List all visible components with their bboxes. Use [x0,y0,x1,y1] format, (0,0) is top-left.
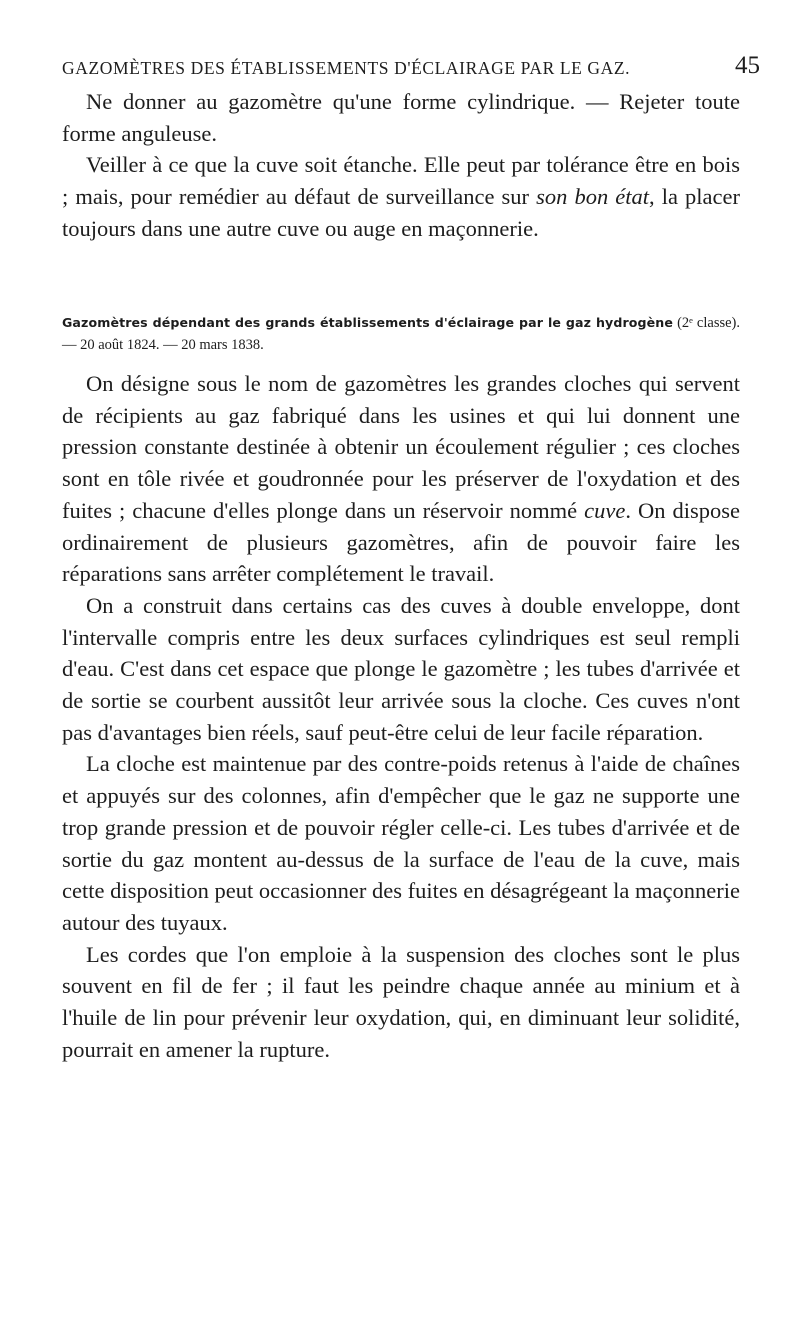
section-body [62,368,740,1065]
section-heading-title: Gazomètres dépendant des grands établissements d'éclairage par le gaz hydrogène [62,315,674,330]
definition-text-1: On désigne sous le nom de gazomètres les grandes cloches qui servent de récipients au gaz fabriqué dans les usines et qui lui donnent une pression constante destinée à obtenir un écoulement régulier ; ces cloches sont en tôle rivée et goudronnée pour les préserver de l'oxydation et des fuites ; chacune d'elles plonge dans un réservoir nommé [62,371,740,523]
paragraph-counterweights: La cloche est maintenue par des contre-poids retenus à l'aide de chaînes et appuyés sur des colonnes, afin d'empêcher que le gaz ne supporte une trop grande pression et de pouvoir régler celle-ci. Les tubes d'arrivée et de sortie du gaz montent au-dessus de la surface de l'eau de la cuve, mais cette disposition peut occasionner des fuites en désagrégeant la maçonnerie autour des tuyaux. [62,751,740,935]
paragraph-cords: Les cordes que l'on emploie à la suspension des cloches sont le plus souvent en fil de fer ; il faut les peindre chaque année au minium et à l'huile de lin pour prévenir leur oxydation, qui, en diminuant leur solidité, pourrait en amener la rupture. [62,941,740,1062]
intro-text [62,86,740,245]
intro-tank-italic: son bon état [536,184,650,210]
intro-tank-text-2: , la placer toujours dans une autre cuve ou auge en maçonnerie. [62,184,740,241]
definition-italic-cuve: cuve [584,497,626,523]
paragraph-double-envelope: On a construit dans certains cas des cuves à double enveloppe, dont l'intervalle compris entre les deux surfaces cylindriques est seul rempli d'eau. C'est dans cet espace que plonge le gazomètre ; les tubes d'arrivée et de sortie se courbent aussitôt leur arrivée sous la cloche. Ces cuves n'ont pas d'avantages bien réels, sauf peut-être celui de leur facile réparation. [62,592,740,745]
running-title: GAZOMÈTRES DES ÉTABLISSEMENTS D'ÉCLAIRAGE PAR LE GAZ. [62,58,631,78]
paragraph-definition [62,368,740,590]
page-number: 45 [735,52,760,79]
section-heading-dates: (2ᵉ classe). — 20 août 1824. — 20 mars 1838. [62,315,740,353]
section-heading [62,312,740,356]
intro-paragraph-cylinder: Ne donner au gazomètre qu'une forme cylindrique. — Rejeter toute forme anguleuse. [62,89,740,146]
intro-paragraph-tank [62,149,740,244]
running-head [62,52,762,82]
definition-text-2: . On dispose ordinairement de plusieurs gazomètres, afin de pouvoir faire les réparations sans arrêter complétement le travail. [62,497,740,587]
intro-tank-text-1: Veiller à ce que la cuve soit étanche. Elle peut par tolérance être en bois ; mais, pour remédier au défaut de surveillance sur [62,152,740,210]
